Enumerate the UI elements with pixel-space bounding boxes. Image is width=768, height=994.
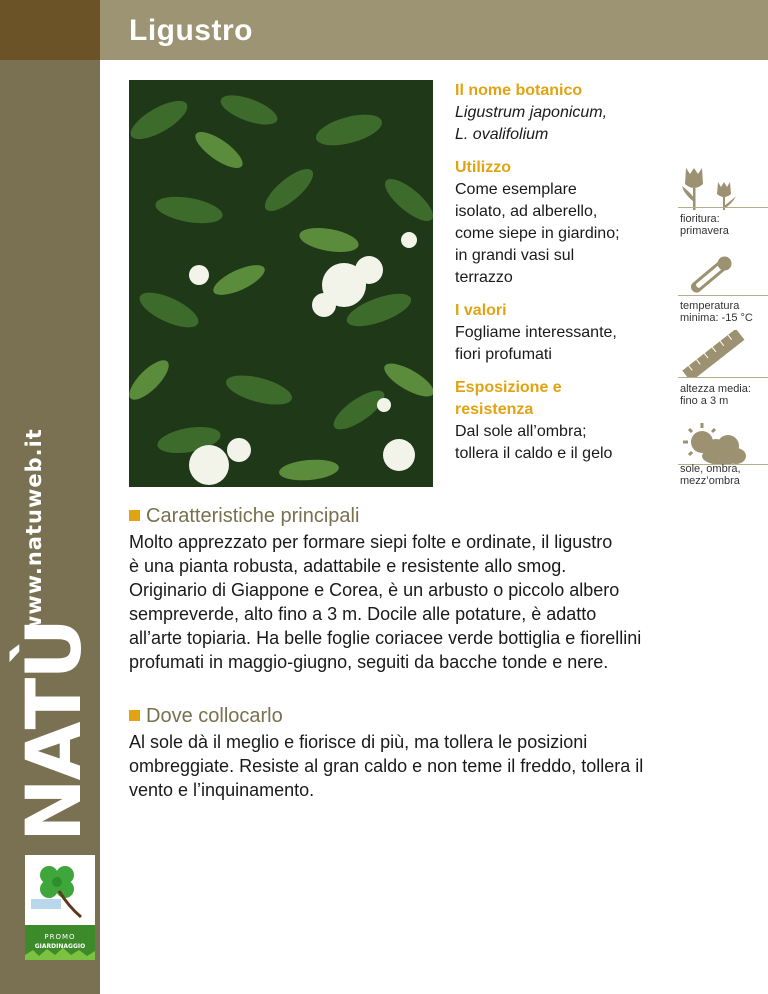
features-line: all’arte topiaria. Ha belle foglie coriacee verde bottiglia e fiorellini [129,628,642,648]
page-title: Ligustro [129,14,253,47]
use-line: terrazzo [455,269,513,286]
placement-title: Dove collocarlo [146,705,283,727]
values-line: fiori profumati [455,346,552,363]
divider [678,207,768,208]
header-bar [100,0,768,60]
height-caption-1: altezza media: [680,383,751,395]
features-heading [129,504,359,528]
tulip-icon [678,166,768,210]
features-title: Caratteristiche principali [146,505,360,527]
botanical-name-2: L. ovalifolium [455,126,549,143]
placement-line: Al sole dà il meglio e fiorisce di più, ma tollera le posizioni [129,732,588,752]
bullet-square [129,710,140,721]
exposure-line: tollera il caldo e il gelo [455,445,613,462]
plant-photo [129,80,433,487]
flowering-caption-2: primavera [680,225,729,237]
divider [678,295,768,296]
thermometer-icon [678,252,768,300]
use-label: Utilizzo [455,159,511,176]
flowering-caption-1: fioritura: [680,213,720,225]
features-line: sempreverde, alto fino a 3 m. Docile alle potature, è adatto [129,604,597,624]
logo-line1: PROMO [44,933,76,941]
features-body [129,530,739,674]
sun-caption-2: mezz’ombra [680,475,740,487]
height-caption-2: fino a 3 m [680,395,729,407]
logo-line2: GIARDINAGGIO [34,943,86,950]
bullet-square [129,510,140,521]
placement-line: vento e l’inquinamento. [129,780,315,800]
features-line: Molto apprezzato per formare siepi folte e ordinate, il ligustro [129,532,613,552]
features-line: Originario di Giappone e Corea, è un arbusto o piccolo albero [129,580,620,600]
divider [678,377,768,378]
botanical-label: Il nome botanico [455,82,583,99]
temperature-caption-1: temperatura [680,300,740,312]
features-line: profumati in maggio-giugno, seguiti da bacche tonde e nere. [129,652,609,672]
exposure-label: resistenza [455,401,534,418]
sun-caption-1: sole, ombra, [680,463,741,475]
features-line: è una pianta robusta, adattabile e resistente allo smog. [129,556,567,576]
use-line: in grandi vasi sul [455,247,575,264]
values-label: I valori [455,302,507,319]
placement-body [129,730,739,802]
exposure-line: Dal sole all’ombra; [455,423,587,440]
promo-giardinaggio-logo [25,855,95,960]
values-line: Fogliame interessante, [455,324,617,341]
botanical-name-1: Ligustrum japonicum, [455,104,608,121]
placement-line: ombreggiate. Resiste al gran caldo e non teme il freddo, tollera il [129,756,644,776]
info-column [455,80,655,465]
use-line: Come esemplare [455,181,577,198]
website-url[interactable]: www.natuweb.it [22,428,46,635]
use-line: isolato, ad alberello, [455,203,598,220]
sidebar-top-band [0,0,100,60]
placement-heading [129,704,283,728]
ruler-icon [678,330,768,378]
brand-logo-text: NATÙ [9,619,98,842]
exposure-label: Esposizione e [455,379,562,396]
temperature-caption-2: minima: -15 °C [680,312,753,324]
use-line: come siepe in giardino; [455,225,620,242]
